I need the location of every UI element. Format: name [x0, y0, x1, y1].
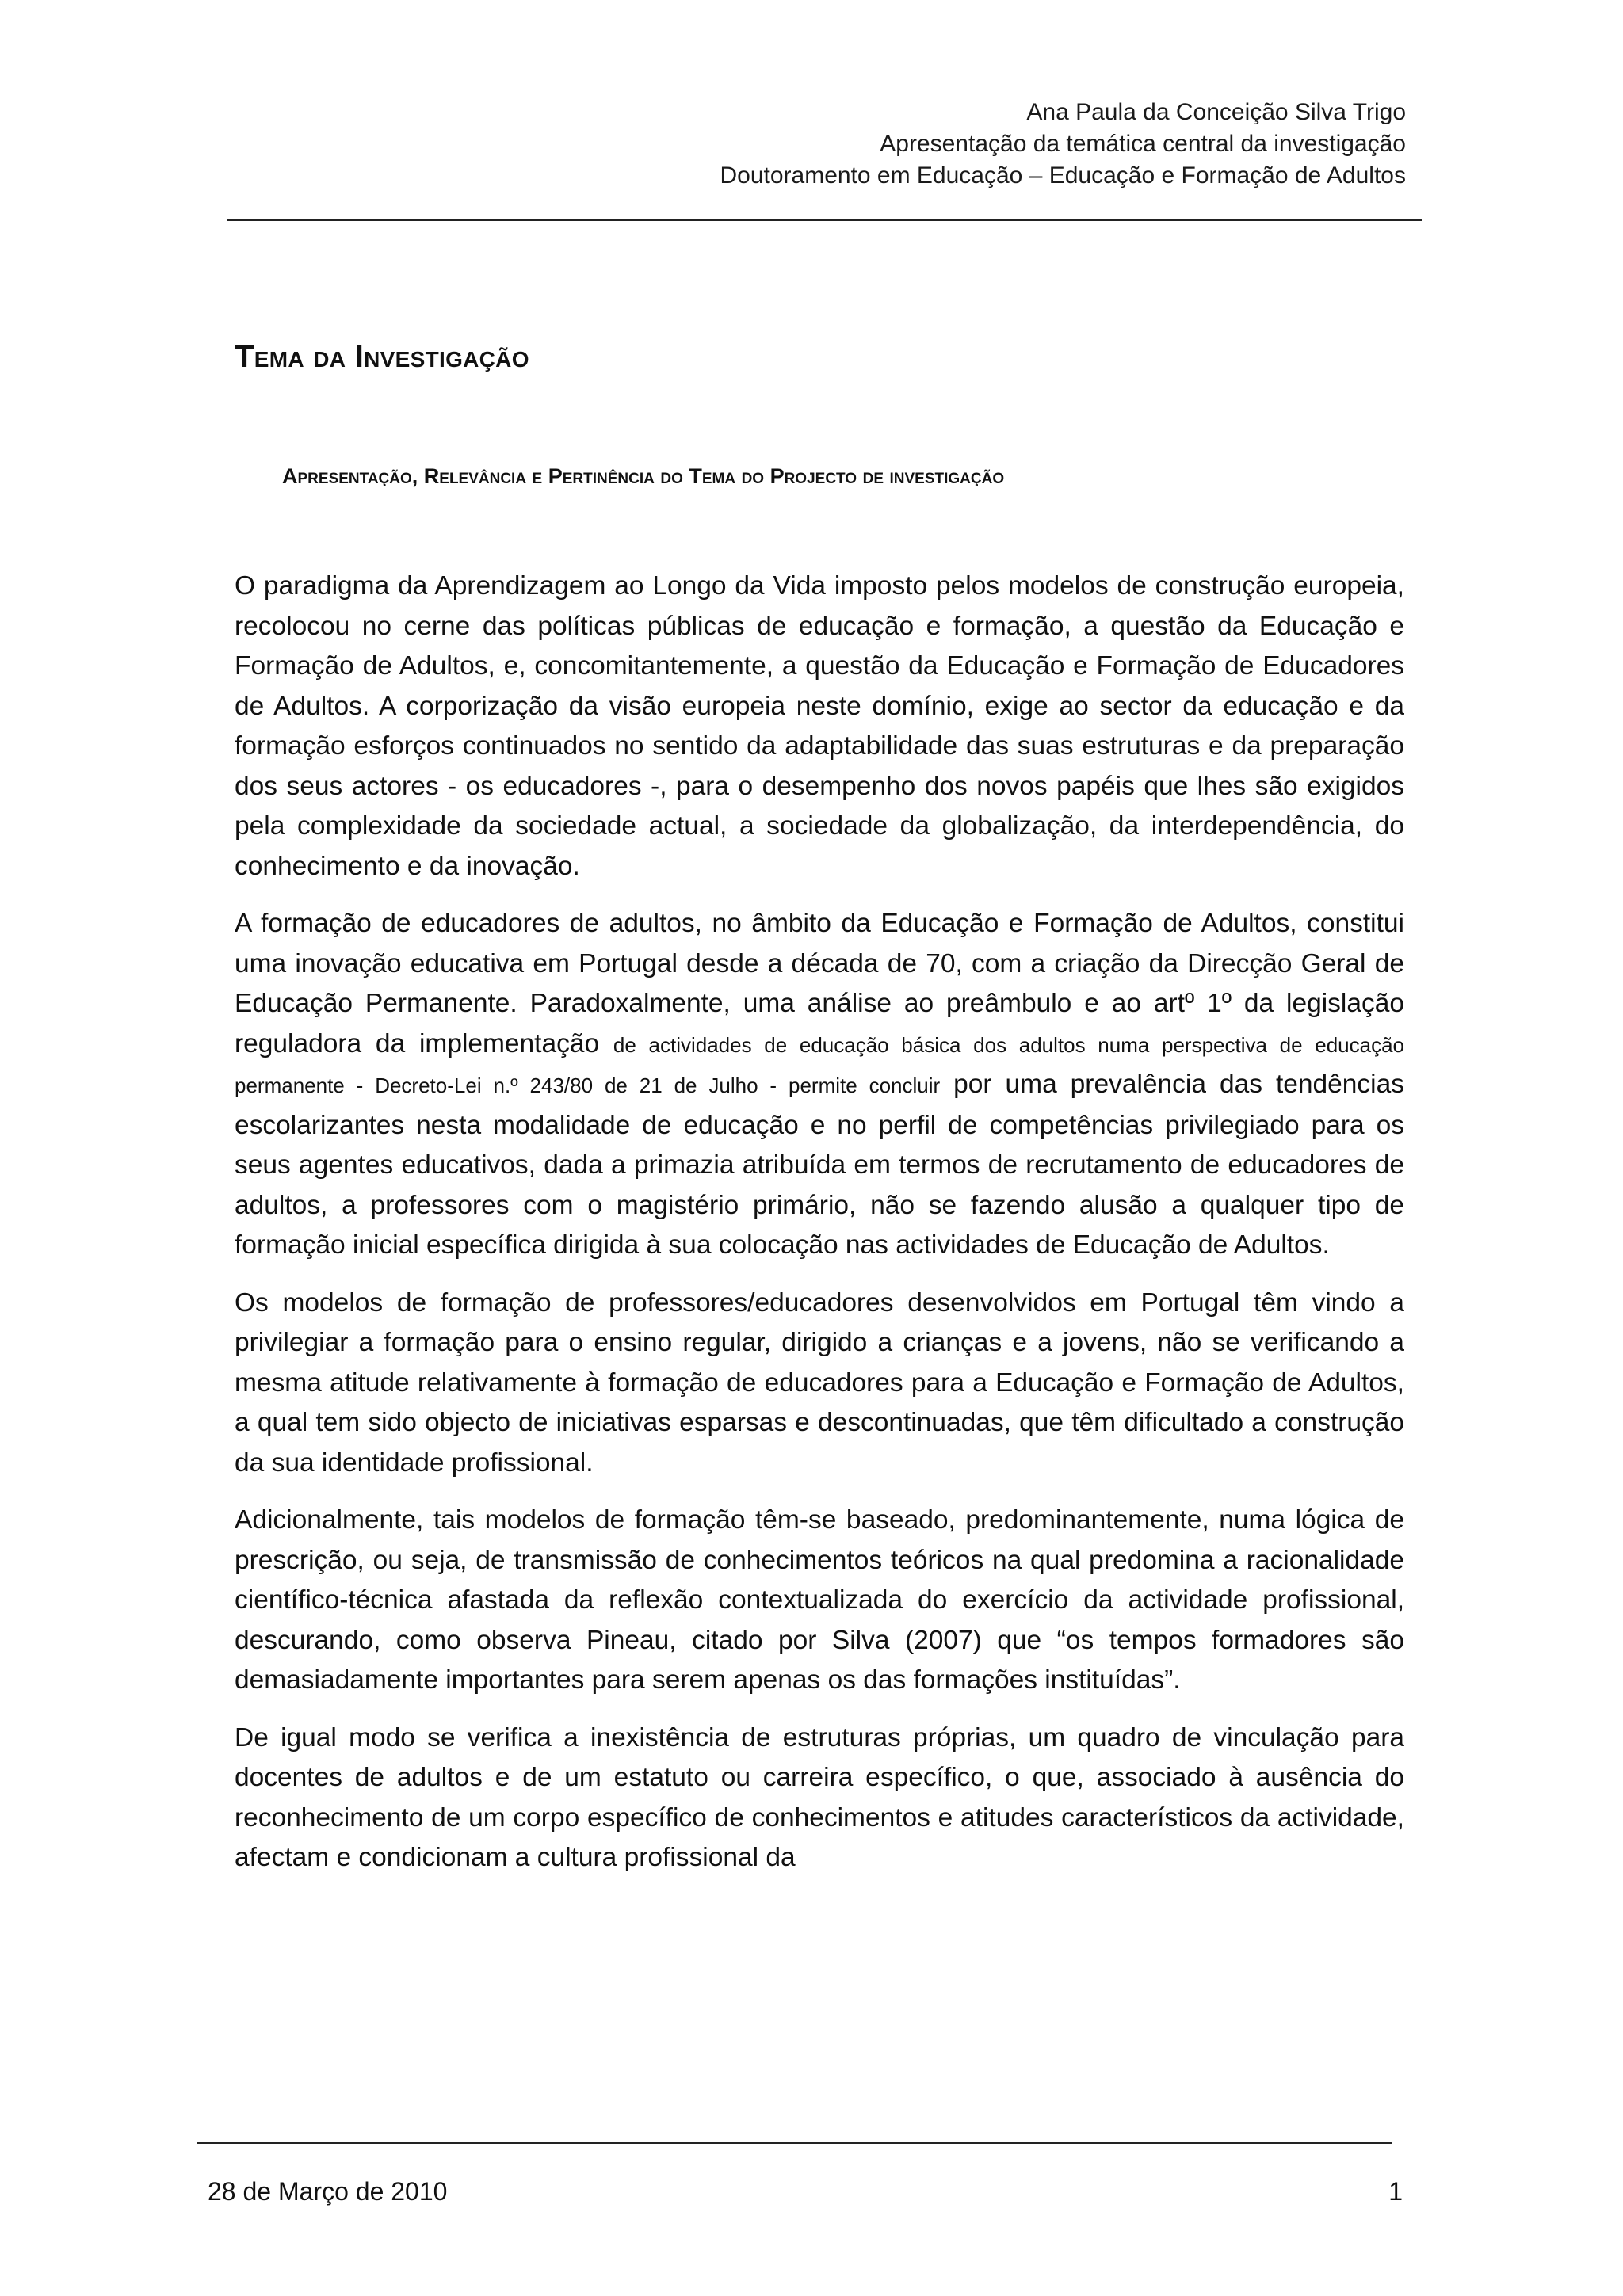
paragraph: Adicionalmente, tais modelos de formação têm-se baseado, predominantemente, numa lógica de prescrição, ou seja, de transmissão de conhecimentos teóricos na qual predomina a racionalidade científico-técnica afastada da reflexão contextualizada do exercício da actividade profissional, descurando, como observa Pineau, citado por Silva (2007) que “os tempos formadores são demasiadamente importantes para serem apenas os das formações instituídas”. [235, 1505, 1404, 1695]
section-title: Tema da Investigação [235, 339, 529, 374]
header-divider [227, 219, 1422, 221]
page-number: 1 [1388, 2177, 1403, 2206]
paragraph-text: por uma prevalência das tendências escolarizantes nesta modalidade de educação e no perfil de competências privilegiado para os seus agentes educativos, dada a primazia atribuída em termos de recrutamento de educadores de adultos, a professores com o magistério primário, não se fazendo alusão a qualquer tipo de formação inicial específica dirigida à sua colocação nas actividades de Educação de Adultos. [235, 1070, 1405, 1260]
header-program: Doutoramento em Educação – Educação e Formação de Adultos [720, 162, 1406, 189]
header-document-title: Apresentação da temática central da investigação [880, 131, 1406, 157]
legislation-reference: de actividades de educação básica dos adultos numa perspectiva de educação permanente - Decreto-Lei n.º 243/80 de 21 de Julho - permite concluir [235, 1032, 1404, 1097]
document-body [235, 566, 1404, 1896]
paragraph: De igual modo se verifica a inexistência de estruturas próprias, um quadro de vinculação para docentes de adultos e de um estatuto ou carreira específico, o que, associado à ausência do reconhecimento de um corpo específico de conhecimentos e atitudes característicos da actividade, afectam e condicionam a cultura profissional da [235, 1722, 1404, 1872]
subsection-title: Apresentação, Relevância e Pertinência do Tema do Projecto de investigação [282, 464, 1005, 488]
paragraph: Os modelos de formação de professores/educadores desenvolvidos em Portugal têm vindo a privilegiar a formação para o ensino regular, dirigido a crianças e a jovens, não se verificando a mesma atitude relativamente à formação de educadores para a Educação e Formação de Adultos, a qual tem sido objecto de iniciativas esparsas e descontinuadas, que têm dificultado a construção da sua identidade profissional. [235, 1287, 1404, 1478]
footer-date: 28 de Março de 2010 [208, 2177, 448, 2206]
page-header [230, 97, 1406, 192]
footer-divider [197, 2142, 1392, 2144]
paragraph-text: A formação de educadores de adultos, no âmbito da Educação e Formação de Adultos, constitui uma inovação educativa em Portugal desde a década de 70, com a criação da Direcção Geral de Educação Permanente. Paradoxalmente, uma análise ao preâmbulo e ao artº 1º da legislação reguladora da implementação [235, 909, 1404, 1058]
paragraph: O paradigma da Aprendizagem ao Longo da Vida imposto pelos modelos de construção europeia, recolocou no cerne das políticas públicas de educação e formação, a questão da Educação e Formação de Adultos, e, concomitantemente, a questão da Educação e Formação de Educadores de Adultos. A corporização da visão europeia neste domínio, exige ao sector da educação e da formação esforços continuados no sentido da adaptabilidade das suas estruturas e da preparação dos seus actores - os educadores -, para o desempenho dos novos papéis que lhes são exigidos pela complexidade da sociedade actual, a sociedade da globalização, da interdependência, do conhecimento e da inovação. [235, 571, 1404, 881]
header-author: Ana Paula da Conceição Silva Trigo [1026, 99, 1406, 125]
paragraph [235, 904, 1404, 1266]
